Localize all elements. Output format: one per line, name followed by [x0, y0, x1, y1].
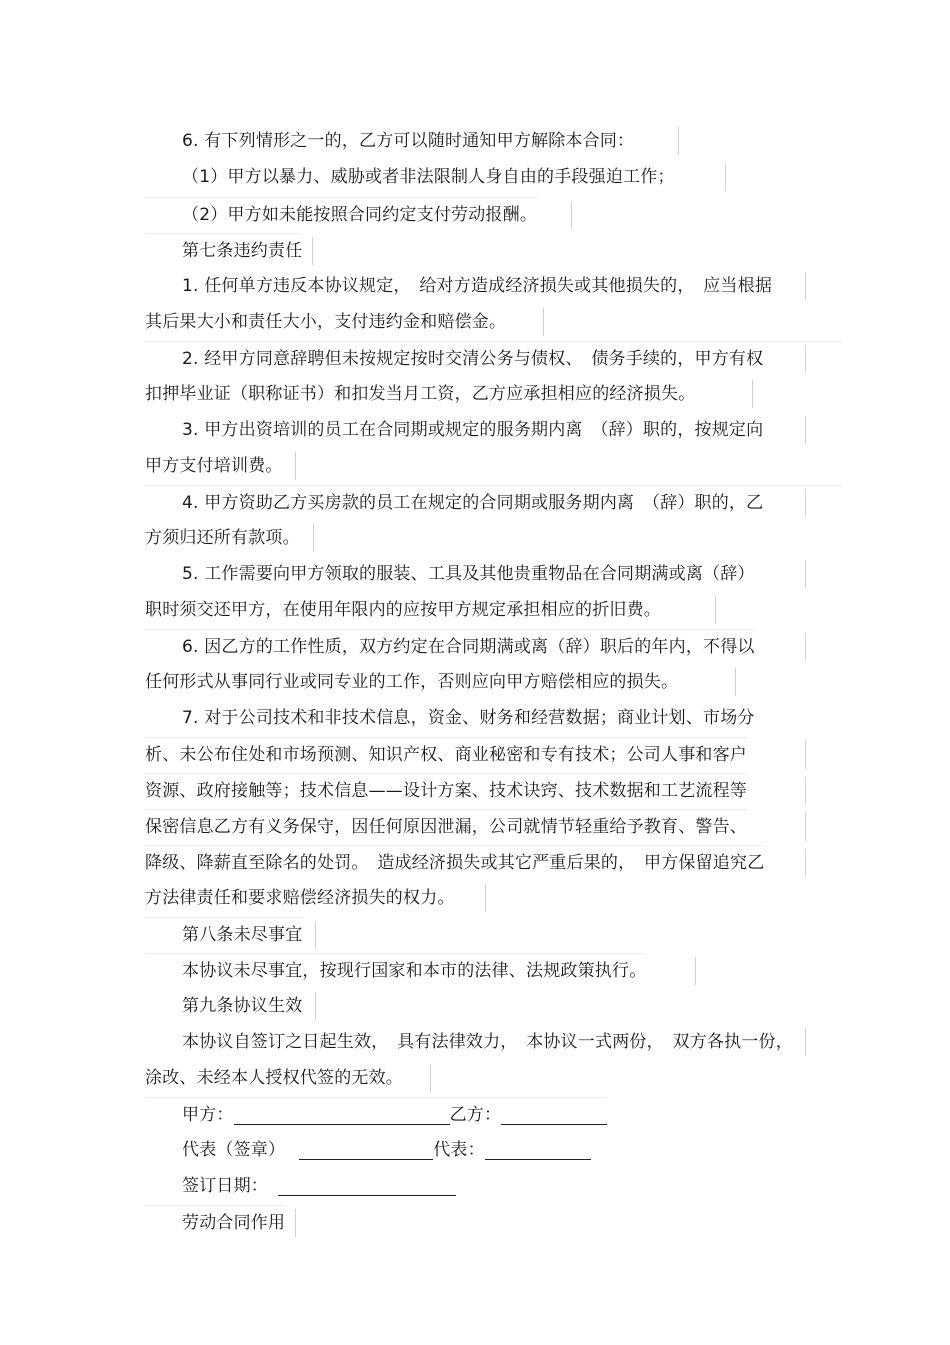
paragraph-line: 方法律责任和要求赔偿经济损失的权力。 [145, 881, 455, 915]
party-a-label: 甲方： [182, 1105, 234, 1125]
party-a-blank [234, 1102, 450, 1125]
paragraph-line: 扣押毕业证（职称证书）和扣发当月工资，乙方应承担相应的经济损失。 [145, 377, 695, 411]
paragraph-line: 甲方支付培训费。 [145, 449, 283, 483]
paragraph-line: 任何形式从事同行业或同专业的工作，否则应向甲方赔偿相应的损失。 [145, 665, 678, 699]
signature-row-date [145, 1169, 456, 1203]
paragraph-line: 1. 任何单方违反本协议规定， 给对方造成经济损失或其他损失的， 应当根据 [145, 269, 842, 303]
paragraph-line: 5. 工作需要向甲方领取的服装、工具及其他贵重物品在合同期满或离（辞） [145, 557, 755, 591]
section-heading: 第九条协议生效 [145, 989, 302, 1023]
paragraph-line: （1）甲方以暴力、威胁或者非法限制人身自由的手段强迫工作； [145, 160, 675, 194]
paragraph-line: 7. 对于公司技术和非技术信息，资金、财务和经营数据；商业计划、市场分 [182, 708, 755, 728]
paragraph-line: 2. 经甲方同意辞聘但未按规定按时交清公务与债权、 债务手续的，甲方有权 [145, 341, 842, 376]
paragraph-line: 3. 甲方出资培训的员工在合同期或规定的服务期内离 （辞）职的，按规定向 [145, 413, 842, 447]
paragraph-line: 6. 有下列情形之一的，乙方可以随时通知甲方解除本合同： [145, 124, 634, 158]
paragraph-line: 资源、政府接触等；技术信息——设计方案、技术诀窍、技术数据和工艺流程等 [145, 773, 747, 808]
party-b-label: 乙方： [449, 1105, 502, 1125]
paragraph-line: 本协议自签订之日起生效， 具有法律效力， 本协议一式两份， 双方各执一份， [145, 1025, 793, 1059]
paragraph-line: 保密信息乙方有义务保守，因任何原因泄漏，公司就情节轻重给予教育、警告、 [145, 809, 747, 844]
paragraph-line: 涂改、未经本人授权代签的无效。 [145, 1061, 403, 1095]
date-blank [278, 1173, 456, 1196]
footer-title: 劳动合同作用 [145, 1205, 285, 1240]
paragraph-line: 析、未公布住处和市场预测、知识产权、商业秘密和专有技术；公司人事和客户 [145, 737, 747, 772]
paragraph-line: 降级、降薪直至除名的处罚。 造成经济损失或其它严重后果的， 甲方保留追究乙 [145, 845, 764, 880]
rep-blank [299, 1137, 433, 1160]
rep-b-blank [485, 1137, 591, 1160]
paragraph-line: （2）甲方如未能按照合同约定支付劳动报酬。 [145, 197, 537, 232]
party-b-blank [501, 1102, 607, 1125]
paragraph-line: 其后果大小和责任大小，支付违约金和赔偿金。 [145, 305, 506, 339]
rep-b-label: 代表： [433, 1140, 485, 1160]
signature-row-reps [145, 1133, 591, 1167]
rep-label: 代表（签章） [182, 1140, 286, 1160]
signature-row-parties [145, 1097, 607, 1132]
paragraph-line: 6. 因乙方的工作性质，双方约定在合同期满或离（辞）职后的年内，不得以 [145, 629, 755, 664]
section-heading: 第七条违约责任 [145, 233, 302, 268]
date-label: 签订日期： [182, 1176, 268, 1196]
paragraph-line: 4. 甲方资助乙方买房款的员工在规定的合同期或服务期内离 （辞）职的，乙 [145, 485, 842, 520]
paragraph-line: 方须归还所有款项。 [145, 521, 300, 555]
paragraph-line: 职时须交还甲方，在使用年限内的应按甲方规定承担相应的折旧费。 [145, 593, 661, 627]
section-heading: 第八条未尽事宜 [145, 917, 302, 952]
paragraph-line: 本协议未尽事宜，按现行国家和本市的法律、法规政策执行。 [145, 953, 646, 988]
